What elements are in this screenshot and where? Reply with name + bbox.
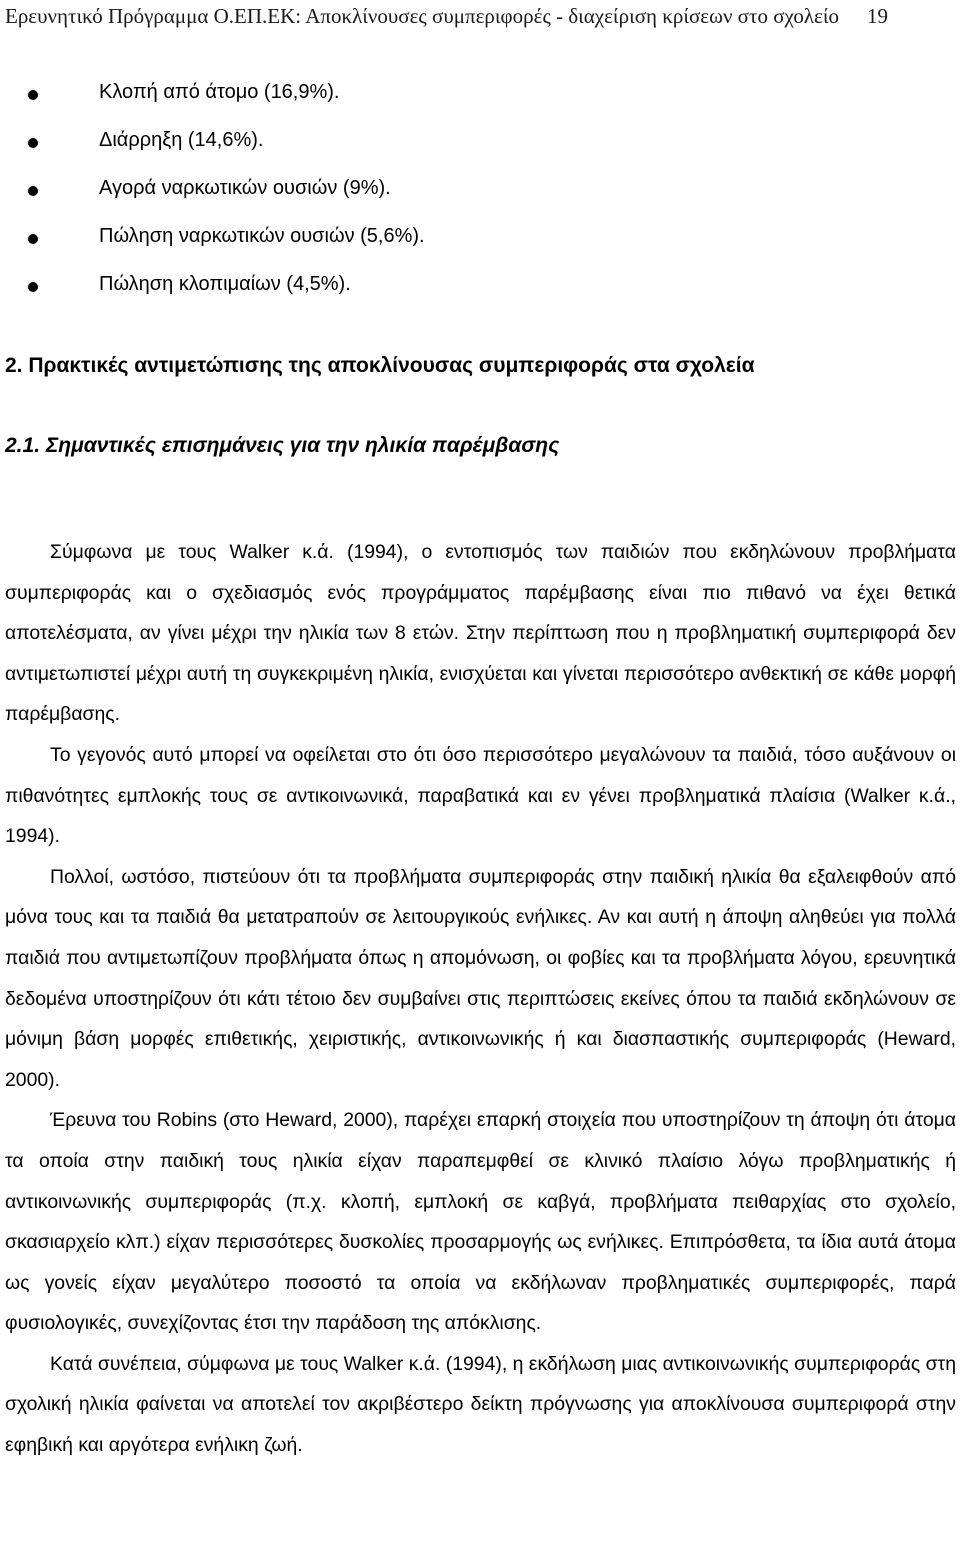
bullet-icon [28,282,38,292]
bullet-icon [28,186,38,196]
list-item [0,176,960,224]
bullet-icon [28,234,38,244]
paragraph: Έρευνα του Robins (στο Heward, 2000), παρέχει επαρκή στοιχεία που υποστηρίζουν τη άποψη ότι άτομα τα οποία στην παιδική τους ηλικία είχαν παραπεμφθεί σε κλινικό πλαίσιο λόγω προβληματικής ή αντικοινωνικής συμπεριφοράς (π.χ. κλοπή, εμπλοκή σε καβγά, προβλήματα πειθαρχίας στο σχολείο, σκασιαρχείο κλπ.) είχαν περισσότερες δυσκολίες προσαρμογής ως ενήλικες. Επιπρόσθετα, τα ίδια αυτά άτομα ως γονείς είχαν μεγαλύτερο ποσοστό τα οποία να εκδήλωναν προβληματικές συμπεριφορές, παρά φυσιολογικές, συνεχίζοντας έτσι την παράδοση της απόκλισης. [5,1109,956,1335]
list-item-text: Πώληση κλοπιμαίων (4,5%). [99,273,351,295]
running-header [5,4,955,28]
paragraph: Κατά συνέπεια, σύμφωνα με τους Walker κ.ά. (1994), η εκδήλωση μιας αντικοινωνικής συμπεριφοράς στη σχολική ηλικία φαίνεται να αποτελεί τον ακριβέστερο δείκτη πρόγνωσης για αποκλίνουσα συμπεριφορά στην εφηβική και αργότερα ενήλικη ζωή. [5,1352,956,1457]
paragraph: Σύμφωνα με τους Walker κ.ά. (1994), ο εντοπισμός των παιδιών που εκδηλώνουν προβλήματα συμπεριφοράς και ο σχεδιασμός ενός προγράμματος παρέμβασης είναι πιο πιθανό να έχει θετικά αποτελέσματα, αν γίνει μέχρι την ηλικία των 8 ετών. Στην περίπτωση που η προβληματική συμπεριφορά δεν αντιμετωπιστεί μέχρι αυτή τη συγκεκριμένη ηλικία, ενισχύεται και γίνεται περισσότερο ανθεκτική σε κάθε μορφή παρέμβασης. [5,541,956,726]
header-title: Ερευνητικό Πρόγραμμα Ο.ΕΠ.ΕΚ: Αποκλίνουσες συμπεριφορές - διαχείριση κρίσεων στο σχολείο [5,4,840,28]
subsection-heading: 2.1. Σημαντικές επισημάνεις για την ηλικία παρέμβασης [5,434,560,457]
section-heading: 2. Πρακτικές αντιμετώπισης της αποκλίνουσας συμπεριφοράς στα σχολεία [5,354,755,377]
body-text [5,532,956,1466]
list-item-text: Πώληση ναρκωτικών ουσιών (5,6%). [99,225,425,247]
page-number: 19 [867,4,889,28]
paragraph: Πολλοί, ωστόσο, πιστεύουν ότι τα προβλήματα συμπεριφοράς στην παιδική ηλικία θα εξαλειφθούν από μόνα τους και τα παιδιά θα μετατραπούν σε λειτουργικούς ενήλικες. Αν και αυτή η άποψη αληθεύει για πολλά παιδιά που αντιμετωπίζουν προβλήματα όπως η απομόνωση, οι φοβίες και τα προβλήματα λόγου, ερευνητικά δεδομένα υποστηρίζουν ότι κάτι τέτοιο δεν συμβαίνει στις περιπτώσεις εκείνες όπου τα παιδιά εκδηλώνουν σε μόνιμη βάση μορφές επιθετικής, χειριστικής, αντικοινωνικής ή και διασπαστικής συμπεριφοράς (Heward, 2000). [5,865,956,1091]
list-item-text: Αγορά ναρκωτικών ουσιών (9%). [99,177,391,199]
bullet-list [0,80,960,320]
bullet-icon [28,90,38,100]
paragraph: Το γεγονός αυτό μπορεί να οφείλεται στο ότι όσο περισσότερο μεγαλώνουν τα παιδιά, τόσο αυξάνουν οι πιθανότητες εμπλοκής τους σε αντικοινωνικά, παραβατικά και εν γένει προβληματικά πλαίσια (Walker κ.ά., 1994). [5,743,956,848]
bullet-icon [28,138,38,148]
list-item [0,128,960,176]
list-item [0,80,960,128]
list-item [0,272,960,320]
list-item-text: Διάρρηξη (14,6%). [99,129,264,151]
list-item-text: Κλοπή από άτομο (16,9%). [99,81,340,103]
list-item [0,224,960,272]
